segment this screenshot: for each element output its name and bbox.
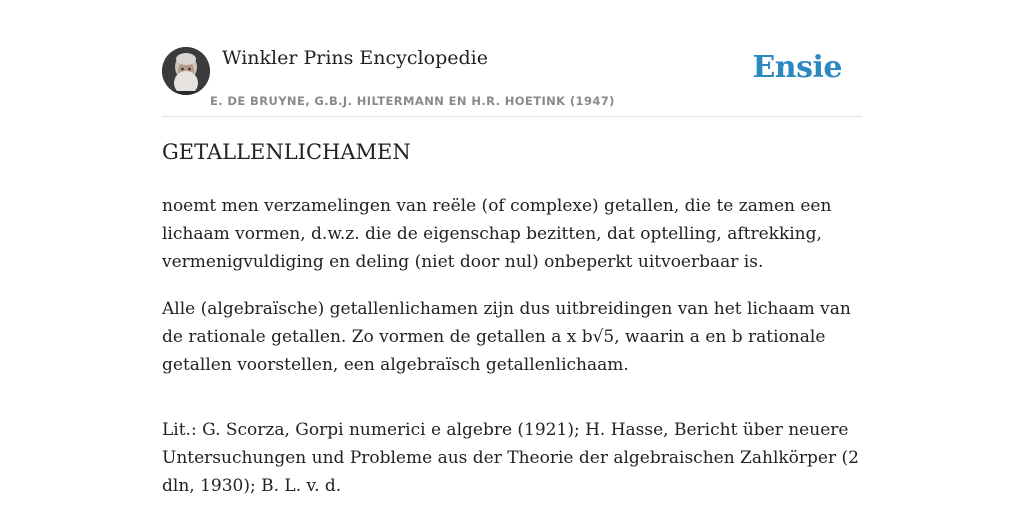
article-headword: GETALLENLICHAMEN: [162, 140, 411, 164]
article-paragraph: noemt men verzamelingen van reële (of complexe) getallen, die te zamen een lichaam vormen, d.w.z. die de eigenschap bezitten, dat optelling, aftrekking, vermenigvuldiging en deling (niet door nul) onbeperkt uitvoerbaar is.: [162, 196, 832, 272]
portrait-icon: [162, 47, 210, 95]
site-header: [162, 44, 862, 117]
portrait-avatar[interactable]: [162, 47, 210, 95]
article-body: [162, 192, 862, 512]
authors-line: E. DE BRUYNE, G.B.J. HILTERMANN EN H.R. HOETINK (1947): [210, 94, 615, 108]
brand-logo[interactable]: Ensie: [752, 50, 842, 85]
site-title[interactable]: Winkler Prins Encyclopedie: [222, 47, 488, 69]
article-paragraph: Alle (algebraïsche) getallenlichamen zijn dus uitbreidingen van het lichaam van de rationale getallen. Zo vormen de getallen a x b√5, waarin a en b rationale getallen voorstellen, een algebraïsch getallenlichaam.: [162, 299, 851, 375]
literature-references: Lit.: G. Scorza, Gorpi numerici e algebre (1921); H. Hasse, Bericht über neuere Untersuchungen und Probleme aus der Theorie der algebraischen Zahlkörper (2 dln, 1930); B. L. v. d.: [162, 420, 859, 496]
